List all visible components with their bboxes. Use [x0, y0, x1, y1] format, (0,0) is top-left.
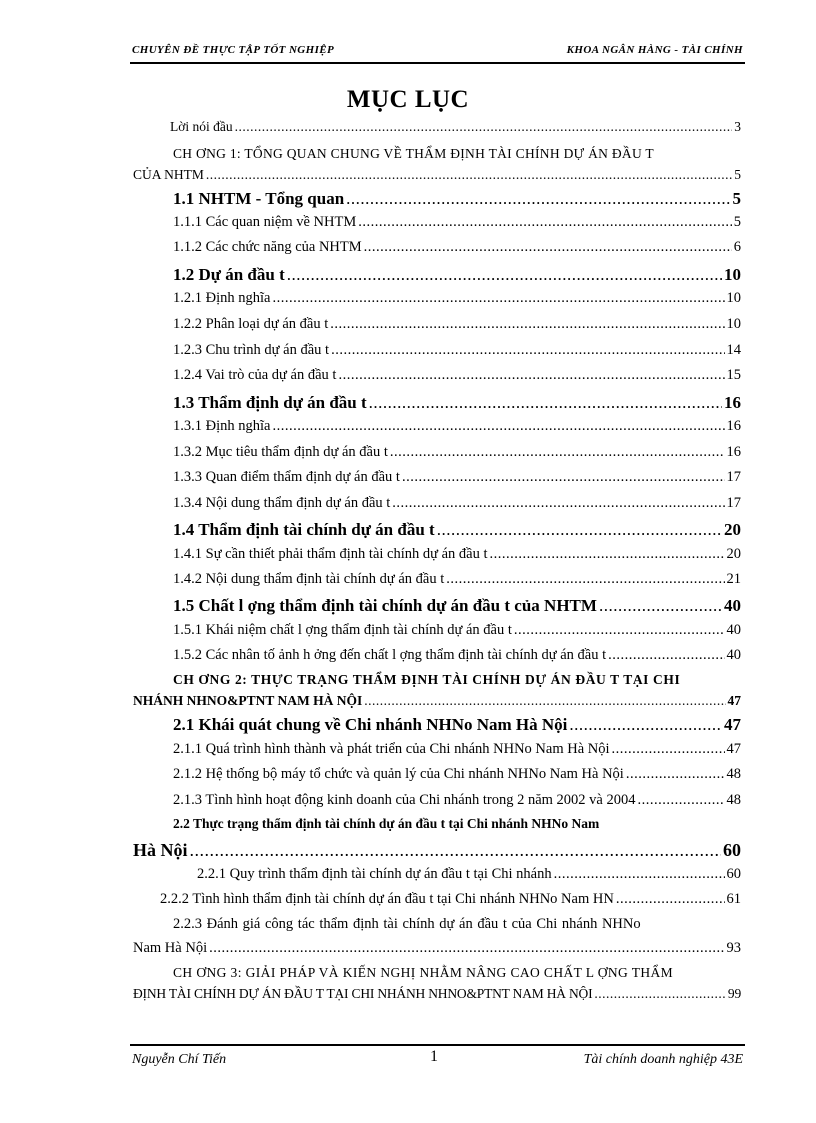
section-22-line1: 2.2 Thực trạng thẩm định tài chính dự án đầu t tại Chi nhánh NHNo Nam: [173, 816, 600, 831]
toc-label: 1.2.4 Vai trò của dự án đầu t: [173, 367, 337, 383]
toc-entry[interactable]: [173, 343, 741, 358]
toc-section-223[interactable]: [133, 941, 741, 956]
toc-label: 1.4 Thẩm định tài chính dự án đầu t: [173, 520, 435, 539]
toc-page: 60: [723, 840, 741, 860]
toc-label: 1.5 Chất l ợng thẩm định tài chính dự án đầu t của NHTM: [173, 596, 597, 615]
toc-page: 61: [726, 891, 741, 907]
toc-page: 16: [724, 393, 741, 412]
toc-label: Nam Hà Nội: [133, 940, 208, 956]
toc-entry[interactable]: [173, 368, 741, 383]
footer-page-number: 1: [430, 1048, 438, 1065]
toc-label: 2.1 Khái quát chung về Chi nhánh NHNo Nam Hà Nội: [173, 715, 568, 734]
toc-label: 1.2.1 Định nghĩa: [173, 290, 271, 306]
toc-entry[interactable]: [173, 716, 741, 733]
toc-entry[interactable]: [173, 793, 741, 808]
toc-entry[interactable]: [173, 648, 741, 663]
toc-entry[interactable]: [173, 240, 741, 255]
toc-label: 1.3.3 Quan điểm thẩm định dự án đầu t: [173, 469, 400, 485]
toc-entry[interactable]: [173, 266, 741, 283]
toc-label: 1.2.3 Chu trình dự án đầu t: [173, 342, 330, 358]
chapter1-line1: CH ƠNG 1: TỔNG QUAN CHUNG VỀ THẨM ĐỊNH TÀI CHÍNH DỰ ÁN ĐẦU T: [173, 146, 654, 161]
toc-label: 1.3.4 Nội dung thẩm định dự án đầu t: [173, 495, 391, 511]
toc-page: 47: [724, 715, 741, 734]
toc-page: 48: [726, 792, 741, 808]
toc-label: 1.2.2 Phân loại dự án đầu t: [173, 316, 329, 332]
toc-intro[interactable]: [170, 120, 741, 134]
toc-page: 14: [726, 342, 741, 358]
toc-page: 3: [734, 119, 741, 134]
toc-entry[interactable]: [173, 597, 741, 614]
toc-label: 1.5.2 Các nhân tố ảnh h ởng đến chất l ợng thẩm định tài chính dự án đầu t: [173, 647, 607, 663]
toc-entry[interactable]: [173, 317, 741, 332]
toc-page: 40: [724, 596, 741, 615]
toc-page: 47: [727, 693, 741, 708]
toc-section-22[interactable]: [133, 841, 741, 859]
toc-page: 15: [726, 367, 741, 383]
toc-label: 2.2.2 Tình hình thẩm định tài chính dự án đầu t tại Chi nhánh NHNo Nam HN: [160, 891, 614, 907]
toc-label: Lời nói đầu: [170, 119, 233, 134]
page-header: [130, 40, 745, 64]
toc-page: 6: [733, 239, 741, 255]
toc-label: 2.1.1 Quá trình hình thành và phát triển của Chi nhánh NHNo Nam Hà Nội: [173, 741, 610, 757]
toc-page: 17: [726, 495, 741, 511]
toc-label: 1.4.1 Sự cần thiết phải thẩm định tài chính dự án đầu t: [173, 546, 488, 562]
toc-entry[interactable]: [197, 867, 741, 882]
toc-entry[interactable]: [173, 521, 741, 538]
toc-page: 47: [726, 741, 741, 757]
toc-entry[interactable]: [173, 496, 741, 511]
toc-entry[interactable]: [173, 445, 741, 460]
toc-page: 40: [726, 622, 741, 638]
header-right: KHOA NGÂN HÀNG - TÀI CHÍNH: [566, 44, 743, 56]
toc-page: 10: [724, 265, 741, 284]
toc-chapter1[interactable]: [133, 168, 741, 182]
toc-page: 21: [726, 571, 741, 587]
toc-page: 93: [726, 940, 741, 956]
toc-page: 17: [726, 469, 741, 485]
toc-label: 2.2.1 Quy trình thẩm định tài chính dự án đầu t tại Chi nhánh: [197, 866, 552, 882]
toc-label: 1.3.2 Mục tiêu thẩm định dự án đầu t: [173, 444, 388, 460]
toc-entry[interactable]: [173, 394, 741, 411]
toc-page: 5: [734, 167, 741, 182]
toc-entry[interactable]: [173, 767, 741, 782]
toc-label: 1.1.2 Các chức năng của NHTM: [173, 239, 362, 255]
toc-page: 16: [726, 418, 741, 434]
toc-label: 2.1.2 Hệ thống bộ máy tổ chức và quản lý của Chi nhánh NHNo Nam Hà Nội: [173, 766, 624, 782]
toc-label: 1.4.2 Nội dung thẩm định tài chính dự án đầu t: [173, 571, 445, 587]
toc-chapter2[interactable]: [133, 694, 741, 708]
toc-entry[interactable]: [160, 892, 741, 907]
toc-page: 40: [726, 647, 741, 663]
toc-page: 5: [733, 214, 741, 230]
toc-entry[interactable]: [173, 291, 741, 306]
header-left: CHUYÊN ĐỀ THỰC TẬP TỐT NGHIỆP: [132, 44, 335, 56]
toc-entry[interactable]: [173, 190, 741, 207]
chapter3-line1: CH ƠNG 3: GIẢI PHÁP VÀ KIẾN NGHỊ NHẰM NÂNG CAO CHẤT L ỢNG THẨM: [173, 965, 674, 980]
toc-page: 99: [727, 986, 741, 1001]
toc-page: 20: [724, 520, 741, 539]
toc-label: ĐỊNH TÀI CHÍNH DỰ ÁN ĐẦU T TẠI CHI NHÁNH NHNO&PTNT NAM HÀ NỘI: [133, 986, 593, 1001]
toc-page: 60: [726, 866, 741, 882]
toc-label: 1.3.1 Định nghĩa: [173, 418, 271, 434]
toc-label: 1.3 Thẩm định dự án đầu t: [173, 393, 367, 412]
toc-page: 10: [726, 290, 741, 306]
section-223-line1: 2.2.3 Đánh giá công tác thẩm định tài chính dự án đầu t của Chi nhánh NHNo: [173, 916, 641, 932]
toc-entry[interactable]: [173, 623, 741, 638]
toc-entry[interactable]: [173, 215, 741, 230]
footer-class: Tài chính doanh nghiệp 43E: [583, 1052, 743, 1067]
toc-label: 1.2 Dự án đầu t: [173, 265, 285, 284]
toc-page: 48: [726, 766, 741, 782]
toc-entry[interactable]: [173, 419, 741, 434]
toc-label: CỦA NHTM: [133, 167, 204, 182]
toc-label: Hà Nội: [133, 840, 188, 860]
toc-page: 10: [726, 316, 741, 332]
chapter2-line1: CH ƠNG 2: THỰC TRẠNG THẨM ĐỊNH TÀI CHÍNH DỰ ÁN ĐẦU T TẠI CHI: [173, 672, 681, 687]
page-footer: [130, 1044, 745, 1086]
toc-chapter3[interactable]: [133, 987, 741, 1001]
toc-entry[interactable]: [173, 572, 741, 587]
footer-author: Nguyễn Chí Tiến: [132, 1052, 227, 1067]
toc-label: 1.1 NHTM - Tổng quan: [173, 189, 345, 208]
toc-label: 1.1.1 Các quan niệm về NHTM: [173, 214, 357, 230]
toc-page: 20: [726, 546, 741, 562]
toc-page: 5: [732, 189, 741, 208]
toc-entry[interactable]: [173, 742, 741, 757]
toc-page: 16: [726, 444, 741, 460]
toc-label: 1.5.1 Khái niệm chất l ợng thẩm định tài chính dự án đầu t: [173, 622, 512, 638]
toc-label: 2.1.3 Tình hình hoạt động kinh doanh của Chi nhánh trong 2 năm 2002 và 2004: [173, 792, 636, 808]
page-title: MỤC LỤC: [346, 86, 470, 113]
toc-entry[interactable]: [173, 547, 741, 562]
toc-label: NHÁNH NHNO&PTNT NAM HÀ NỘI: [133, 693, 363, 708]
toc-entry[interactable]: [173, 470, 741, 485]
